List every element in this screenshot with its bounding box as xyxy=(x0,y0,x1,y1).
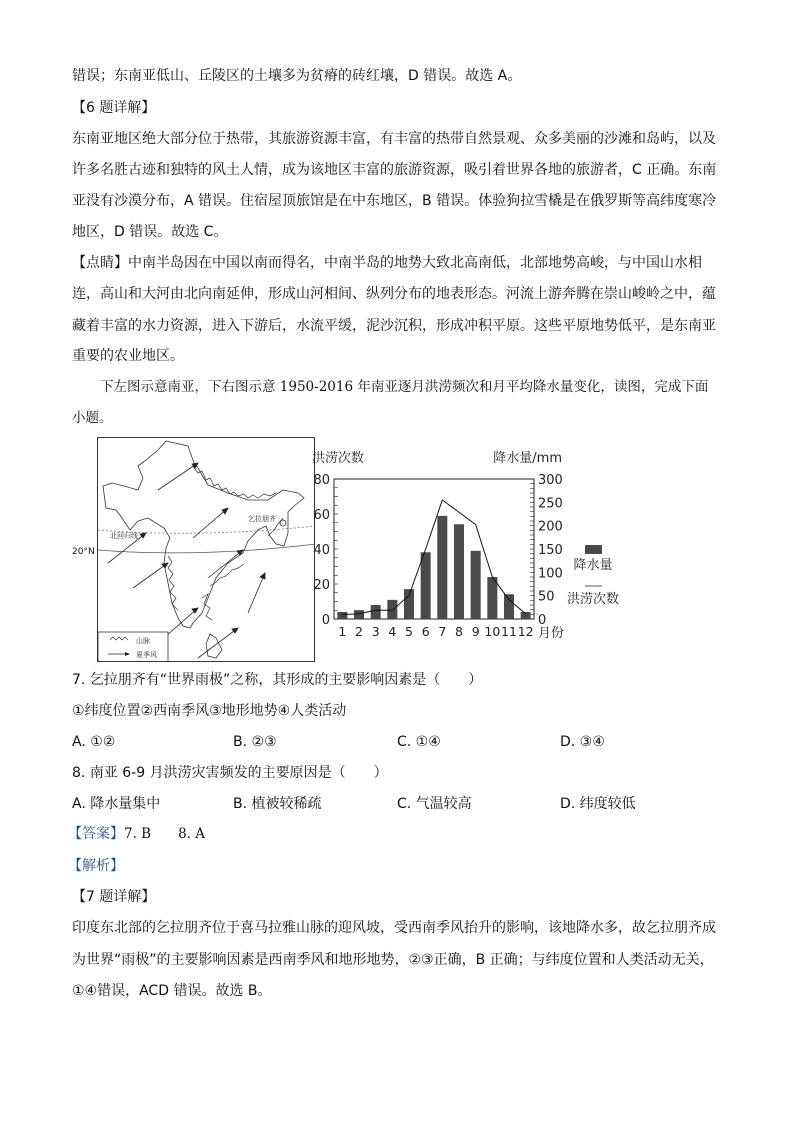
month-label: 10 xyxy=(484,624,501,639)
left-tick-label: 60 xyxy=(313,508,330,523)
x-axis-label: 月份 xyxy=(538,626,565,641)
answer-text: 7. B 8. A xyxy=(124,826,206,842)
map-legend-box xyxy=(98,632,168,662)
mountain-ranges xyxy=(168,466,283,620)
analysis-line: 印度东北部的乞拉朋齐位于喜马拉雅山脉的迎风坡，受西南季风抬升的影响，该地降水多，故乞拉朋齐成 xyxy=(72,920,716,936)
flood-precip-chart xyxy=(300,425,630,647)
month-label: 5 xyxy=(405,624,413,639)
legend-bar-swatch xyxy=(585,545,602,554)
precip-bar xyxy=(421,552,431,619)
precip-bar xyxy=(437,516,447,619)
precip-bar xyxy=(337,612,347,619)
month-label: 11 xyxy=(501,624,517,639)
tropic-label: 北回归线 xyxy=(110,532,138,540)
month-label: 7 xyxy=(438,624,447,639)
month-label: 6 xyxy=(421,624,430,639)
analysis-label: 【解析】 xyxy=(68,858,124,874)
right-tick-label: 250 xyxy=(538,496,563,512)
legend-mountain: 山脉 xyxy=(136,637,150,645)
right-tick-label: 100 xyxy=(538,566,563,582)
right-tick-label: 300 xyxy=(538,473,563,488)
q8-option-b[interactable]: B. 植被较稀疏 xyxy=(233,796,322,812)
text-line: 错误；东南亚低山、丘陵区的土壤多为贫瘠的砖红壤，D 错误。故选 A。 xyxy=(72,68,522,84)
analysis-heading: 【7 题详解】 xyxy=(72,889,156,905)
q8-option-d[interactable]: D. 纬度较低 xyxy=(560,796,636,812)
city-label: 乞拉朋齐 xyxy=(248,515,276,523)
month-label: 1 xyxy=(338,624,347,639)
left-axis-title: 洪涝次数 xyxy=(312,451,365,466)
month-label: 9 xyxy=(471,624,480,639)
tip-line: 【点睛】中南半岛因在中国以南而得名，中南半岛的地势大致北高南低，北部地势高峻，与中国山水相 xyxy=(72,255,702,271)
south-asia-map xyxy=(97,437,315,662)
text-line: 许多名胜古迹和独特的风土人情，成为该地区丰富的旅游资源，吸引着世界各地的旅游者，C 正确。东南 xyxy=(72,162,717,178)
right-tick-label: 150 xyxy=(538,543,563,558)
left-tick-label: 20 xyxy=(313,578,330,593)
text-line: 东南亚地区绝大部分位于热带，其旅游资源丰富，有丰富的热带自然景观、众多美丽的沙滩和岛屿，以及 xyxy=(72,131,716,147)
left-tick-label: 0 xyxy=(321,613,330,628)
section-heading: 【6 题详解】 xyxy=(72,100,156,116)
right-tick-label: 50 xyxy=(538,589,555,605)
text-line: 地区，D 错误。故选 C。 xyxy=(72,224,228,240)
text-line: 藏着丰富的水力资源，进入下游后，水流平缓，泥沙沉积，形成冲积平原。这些平原地势低平，是东南亚 xyxy=(72,318,716,334)
answer-label: 【答案】 xyxy=(68,826,124,842)
precip-bar xyxy=(487,577,497,619)
left-tick-label: 40 xyxy=(313,543,330,558)
precip-bar xyxy=(471,551,481,619)
right-axis-title: 降水量/mm xyxy=(493,451,562,466)
precip-bar xyxy=(371,605,381,619)
intro-line: 小题。 xyxy=(72,410,113,426)
text-line: 亚没有沙漠分布，A 错误。住宿屋顶旅馆是在中东地区，B 错误。体验狗拉雪橇是在俄罗斯等高纬度寒冷 xyxy=(72,193,717,209)
q7-items: ①纬度位置②西南季风③地形地势④人类活动 xyxy=(72,703,347,719)
month-label: 12 xyxy=(517,624,534,639)
q7-option-b[interactable]: B. ②③ xyxy=(233,734,277,750)
precip-bar xyxy=(354,610,364,619)
analysis-line: 为世界“雨极”的主要影响因素是西南季风和地形地势，②③正确，B 正确；与纬度位置和人类活动无关， xyxy=(72,952,714,968)
answer-line xyxy=(68,824,205,844)
q7-option-d[interactable]: D. ③④ xyxy=(560,734,605,750)
text-line: 重要的农业地区。 xyxy=(72,348,184,364)
flood-count-line xyxy=(342,500,525,615)
monsoon-arrows xyxy=(108,463,265,658)
precip-bar xyxy=(504,594,514,619)
text-line: 连，高山和大河由北向南延伸，形成山河相间、纵列分布的地表形态。河流上游奔腾在崇山峻岭之中，蕴 xyxy=(72,286,716,302)
left-tick-label: 80 xyxy=(313,473,330,488)
q7-option-a[interactable]: A. ①② xyxy=(72,734,116,750)
q8-option-c[interactable]: C. 气温较高 xyxy=(397,796,472,812)
q8-option-a[interactable]: A. 降水量集中 xyxy=(72,796,161,812)
cherrapunji-marker xyxy=(280,520,286,526)
legend-flood: 洪涝次数 xyxy=(566,592,620,607)
right-tick-label: 200 xyxy=(538,519,563,535)
legend-monsoon: 夏季风 xyxy=(136,651,157,659)
precip-bar xyxy=(404,589,414,619)
q8-stem: 8. 南亚 6-9 月洪涝灾害频发的主要原因是（ ） xyxy=(72,765,388,781)
precip-bar xyxy=(387,600,397,619)
month-label: 3 xyxy=(371,624,380,639)
lat-label: 20°N xyxy=(72,547,95,557)
q7-stem: 7. 乞拉朋齐有“世界雨极”之称，其形成的主要影响因素是（ ） xyxy=(72,672,483,688)
analysis-line: ①④错误，ACD 错误。故选 B。 xyxy=(72,983,272,999)
month-label: 4 xyxy=(388,624,397,639)
legend-precip: 降水量 xyxy=(573,558,613,573)
month-label: 2 xyxy=(355,624,363,639)
intro-line: 下左图示意南亚，下右图示意 1950-2016 年南亚逐月洪涝频次和月平均降水量变化，读图，完成下面 xyxy=(100,379,709,395)
precip-bar xyxy=(521,612,531,619)
precip-bar xyxy=(454,524,464,619)
q7-option-c[interactable]: C. ①④ xyxy=(397,734,441,750)
right-tick-label: 0 xyxy=(538,613,547,628)
month-label: 8 xyxy=(455,624,463,639)
